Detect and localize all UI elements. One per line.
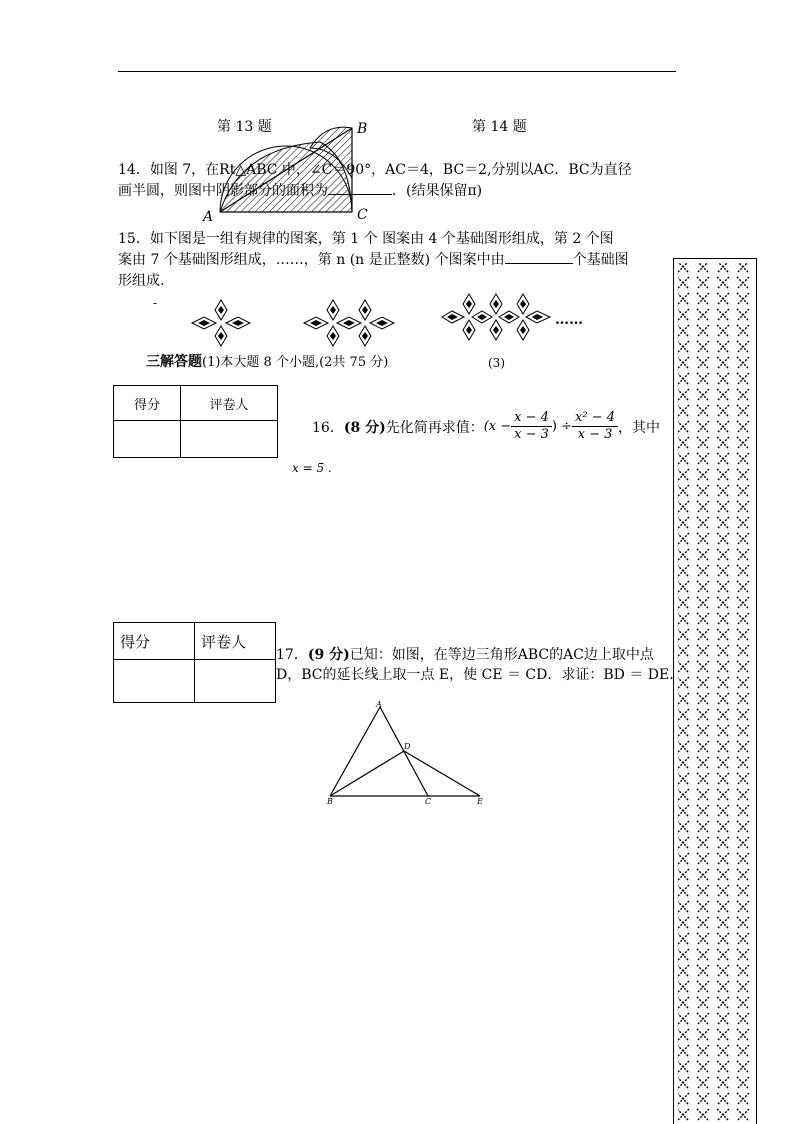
- q17-line2: D，BC的延长线上取一点 E，使 CE ＝ CD．求证：BD ＝ DE.: [276, 667, 674, 683]
- q17-prefix: 17．: [276, 647, 308, 663]
- q16-fraction-1: [511, 410, 552, 443]
- q14-text-a: 画半圆，则图中阴影部分的面积为: [118, 183, 328, 199]
- q16-tail: ，其中: [618, 419, 660, 436]
- fig17-e: E: [477, 797, 483, 806]
- q17-points: (9 分): [307, 647, 350, 663]
- fig17-d: D: [404, 742, 411, 751]
- q14-line1: 14．如图 7，在Rt△ABC 中，∠C＝90°，AC＝4，BC＝2,分别以AC．BC为直径: [118, 162, 632, 178]
- diamond-pattern-2: [302, 298, 396, 348]
- section3-title: 三解答题: [146, 354, 202, 370]
- header-rule: [118, 71, 676, 72]
- q15-line2: [118, 249, 629, 271]
- q17-line1: [276, 644, 654, 666]
- grader-header: 评卷人: [195, 623, 276, 660]
- q16-div: ) ÷: [551, 419, 573, 434]
- q15-text-b: 个基础图: [572, 252, 629, 268]
- q14-answer-blank[interactable]: [328, 194, 392, 195]
- score-header: 得分: [114, 623, 195, 660]
- grader-cell[interactable]: [195, 660, 276, 703]
- score-table-1: [113, 385, 278, 458]
- diamond-pattern-3: [440, 292, 552, 342]
- q16-f1-num: x − 4: [511, 410, 552, 427]
- point-c-label: C: [357, 207, 368, 223]
- q15-line1: 15．如下图是一组有规律的图案，第 1 个 图案由 4 个基础图形组成，第 2 个图: [118, 231, 614, 247]
- q17-text: 已知：如图，在等边三角形ABC的AC边上取中点: [349, 647, 654, 663]
- grader-cell[interactable]: [181, 421, 278, 458]
- point-a-label: A: [203, 209, 214, 225]
- q15-text-a: 案由 7 个基础图形组成，……，第 n (n 是正整数) 个图案中由: [118, 252, 505, 268]
- q16-f2-num: x² − 4: [572, 410, 618, 427]
- point-b-label: B: [357, 121, 368, 137]
- fig17-a: A: [376, 700, 382, 709]
- score-cell[interactable]: [114, 660, 195, 703]
- q14-text-b: ．(结果保留π): [392, 183, 483, 199]
- q16-f2-den: x − 3: [577, 427, 613, 442]
- q16-text: 先化简再求值：: [385, 419, 484, 436]
- diamond-pattern-1: [190, 298, 252, 348]
- q16-prefix: 16．: [312, 419, 344, 436]
- decorative-binding-strip: [673, 258, 757, 1124]
- section3-desc: (1)本大题 8 个小题,(2共 75 分): [202, 355, 389, 370]
- fig17-c: C: [425, 797, 432, 806]
- q16-points: (8 分): [343, 419, 386, 436]
- pattern-ellipsis: ……: [555, 312, 583, 328]
- q15-line3: 形组成.: [118, 273, 165, 289]
- q15-answer-blank[interactable]: [505, 263, 573, 264]
- q16-line1: [312, 410, 660, 443]
- q15-dash: -: [153, 296, 158, 310]
- grader-header: 评卷人: [181, 386, 278, 421]
- fig17-b: B: [327, 797, 333, 806]
- q16-fraction-2: [572, 410, 618, 443]
- pattern3-label: (3): [488, 356, 505, 370]
- section3-heading: [146, 351, 388, 374]
- q13-caption: 第 13 题: [217, 119, 272, 135]
- score-cell[interactable]: [114, 421, 181, 458]
- q14-caption: 第 14 题: [472, 119, 527, 135]
- q16-open: (x −: [483, 419, 512, 434]
- score-table-2: [113, 622, 276, 703]
- score-header: 得分: [114, 386, 181, 421]
- q16-line2: x = 5 .: [292, 461, 332, 475]
- q16-f1-den: x − 3: [514, 427, 549, 442]
- triangle-figure: [322, 698, 492, 808]
- q14-line2: [118, 180, 482, 202]
